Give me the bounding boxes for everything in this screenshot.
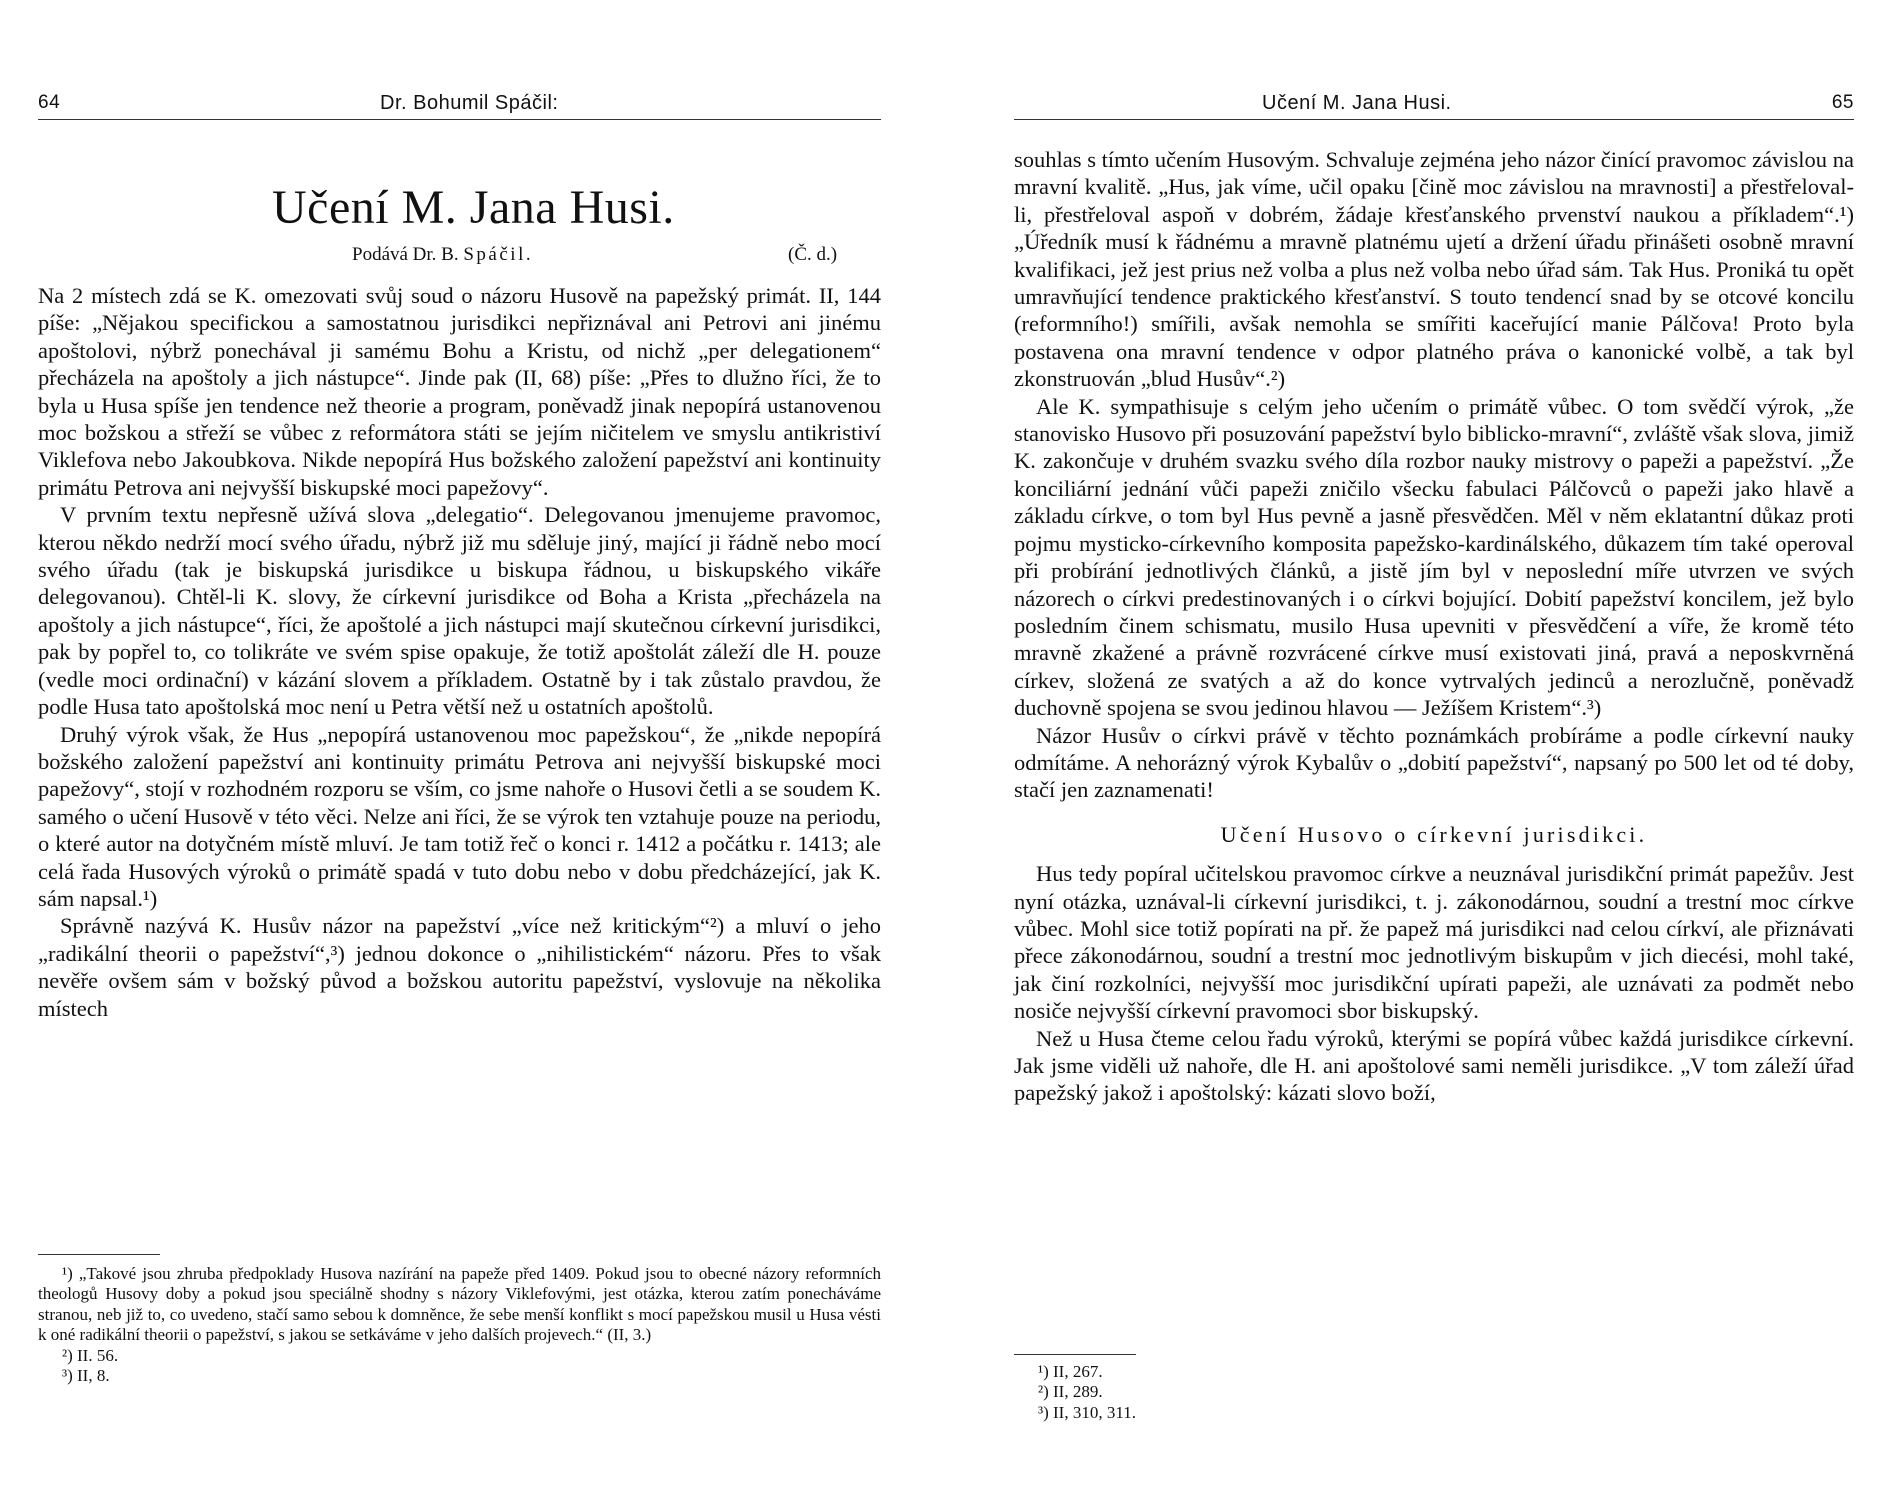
byline-prefix: Podává Dr. B. bbox=[352, 244, 459, 265]
footnote: ²) II, 289. bbox=[1038, 1382, 1103, 1402]
section-heading: Učení Husovo o církevní jurisdikci. bbox=[1220, 821, 1648, 847]
body-text-left bbox=[38, 282, 881, 1022]
footnote: ³) II, 8. bbox=[62, 1366, 110, 1386]
footnotes-left bbox=[38, 1264, 881, 1386]
paragraph: Než u Husa čteme celou řadu výroků, kterými se popírá vůbec každá jurisdikce církevní. Jak jsme viděli už nahoře, dle H. ani apoštolové sami neměli jurisdikce. „V tom záleží úřad papežský jakož i apoštolský: kázati slovo boží, bbox=[1014, 1025, 1854, 1106]
footnote: ¹) II, 267. bbox=[1038, 1362, 1103, 1381]
footnote: ¹) „Takové jsou zhruba předpoklady Husova nazírání na papeže před 1409. Pokud jsou to obecné názory reformních theologů Husovy doby a pokud jsou speciálně shodny s názory Viklefovými, jest otázka, kterou zatím ponecháváme stranou, neb již to, co uvedeno, stačí samo sebou k domněnce, že sebe menší konflikt s mocí papežskou musil u Husa vésti k oné radikální theorii o papežství, s jakou se setkáváme v jeho dalších projevech.“ (II, 3.) bbox=[38, 1264, 881, 1345]
running-head-title: Učení M. Jana Husi. bbox=[1262, 92, 1452, 114]
byline bbox=[352, 244, 533, 266]
continuation-mark: (Č. d.) bbox=[788, 244, 838, 265]
footnote: ²) II. 56. bbox=[62, 1345, 119, 1365]
paragraph: souhlas s tímto učením Husovým. Schvaluje zejména jeho názor činící pravomoc závislou na mravní kvalitě. „Hus, jak víme, učil opaku [čině moc závislou na mravnosti] a přestřeloval-li, přestřeloval aspoň v dobrém, žádaje křesťanského prvenství naukou a příkladem“.¹) „Úředník musí k řádnému a mravně platnému ujetí a držení úřadu přinášeti osobně mravní kvalifikaci, jež jest prius než volba a plus než volba nebo úřad sám. Tak Hus. Proniká tu opět umravňující tendence praktického křesťanství. S touto tendencí snad by se otcové koncilu (reformního!) smířili, avšak nemohla se smířiti kaceřující manie Pálčova! Proto byla postavena ona mravní tendence v odpor platného práva o kanonické volbě, a tak byl zkonstruován „blud Husův“.²) bbox=[1014, 147, 1854, 392]
footnote: ³) II, 310, 311. bbox=[1038, 1402, 1136, 1422]
header-rule bbox=[38, 119, 881, 120]
page-number: 65 bbox=[1831, 92, 1854, 113]
paragraph: Na 2 místech zdá se K. omezovati svůj soud o názoru Husově na papežský primát. II, 144 píše: „Nějakou specifickou a samostatnou jurisdikci nepřiznával ani Petrovi ani jinému apoštolovi, nýbrž ponechával ji samému Bohu a Kristu, od nichž „per delegationem“ přecházela na apoštoly a jich nástupce“. Jinde pak (II, 68) píše: „Přes to dlužno říci, že to byla u Husa spíše jen tendence než theorie a program, poněvadž jinak nepopírá ustanovenou moc božskou a střeží se vůbec z reformátora státi se jejím ničitelem ve smyslu antikristiví Viklefova nebo Jakoubkova. Nikde nepopírá Hus božského založení papežství ani kontinuity primátu Petrova ani nejvyšší biskupské moci papežovy“. bbox=[38, 283, 881, 500]
page-number: 64 bbox=[38, 92, 61, 113]
byline-author: Spáčil. bbox=[463, 244, 534, 265]
footnote-rule bbox=[38, 1254, 160, 1255]
running-head-right bbox=[1014, 92, 1854, 122]
paragraph: Názor Husův o církvi právě v těchto poznámkách probíráme a podle církevní nauky odmítáme. A nehorázný výrok Kybalův o „dobití papežství“, napsaný po 500 let od té doby, stačí jen zaznamenati! bbox=[1014, 722, 1854, 803]
header-rule bbox=[1014, 119, 1854, 120]
body-text-right bbox=[1014, 146, 1854, 1107]
footnotes-right bbox=[1014, 1362, 1854, 1423]
running-head-left bbox=[38, 92, 881, 122]
paragraph: V prvním textu nepřesně užívá slova „delegatio“. Delegovanou jmenujeme pravomoc, kterou někdo nedrží mocí svého úřadu, nýbrž již mu sděluje jiný, mající ji řádně nebo mocí svého úřadu (tak je biskupská jurisdikce u biskupa řádnou, u biskupského vikáře delegovanou). Chtěl-li K. slovy, že církevní jurisdikce od Boha a Krista „přecházela na apoštoly a jich nástupce“, říci, že apoštolé a jich nástupci mají skutečnou církevní jurisdikci, pak by popřel to, co tolikráte ve svém spise opakuje, že totiž apoštolát záleží dle H. pouze (vedle moci ordinační) v kázání slovem a příkladem. Ostatně by i tak zůstalo pravdou, že podle Husa tato apoštolská moc není u Petra větší než u ostatních apoštolů. bbox=[38, 502, 881, 720]
paragraph: Druhý výrok však, že Hus „nepopírá ustanovenou moc papežskou“, že „nikde nepopírá božského založení papežství ani kontinuity primátu Petrova ani nejvyšší biskupské moci papežovy“, stojí v rozhodném rozporu se vším, co jsme nahoře o Husovi četli a se soudem K. samého o učení Husově v této věci. Nelze ani říci, že se výrok ten vztahuje pouze na periodu, o které autor na dotyčném místě mluví. Je tam totiž řeč o konci r. 1412 a počátku r. 1413; ale celá řada Husových výroků o primátě spadá v tuto dobu nebo v dobu předcházející, jak K. sám napsal.¹) bbox=[38, 721, 881, 911]
article-title: Učení M. Jana Husi. bbox=[272, 181, 675, 234]
paragraph: Hus tedy popíral učitelskou pravomoc církve a neuznával jurisdikční primát papežův. Jest nyní otázka, uznával-li církevní jurisdikci, t. j. zákonodárnou, soudní a trestní moc církve vůbec. Mohl sice totiž popírati na př. že papež má jurisdikci nad celou církví, ale přiznávati přece zákonodárnou, soudní a trestní moc jednotlivým biskupům v jich diecési, mohl také, jak činí rozkolníci, nejvyšší moc jurisdikční upírati papeži, ale uznávati za podmět nebo nosiče nejvyšší církevní pravomoci sbor biskupský. bbox=[1014, 861, 1854, 1024]
right-page bbox=[941, 0, 1882, 1500]
paragraph: Ale K. sympathisuje s celým jeho učením o primátě vůbec. O tom svědčí výrok, „že stanovisko Husovo při posuzování papežství bylo biblicko-mravní“, zvláště však slova, jimiž K. zakončuje v druhém svazku svého díla rozbor nauky mistrovy o papeži a papežství. „Že konciliární jednání vůči papeži zničilo všecku fabulaci Pálčovců o papeži jako hlavě a základu církve, o tom byl Hus pevně a jasně přesvědčen. Měl v něm eklatantní důkaz proti pojmu mysticko-církevního komposita papežsko-kardinálského, důkazem tím také operoval při probírání jednotlivých článků, a jistě jím byl v neposlední míře utvrzen ve svých názorech o církvi predestinovaných i o církvi bojující. Dobití papežství koncilem, jež bylo posledním činem schismatu, musilo Husa upevniti v přesvědčení a víře, že kromě této mravně zkažené a právně rozvrácené církve musí existovati jiná, pravá a neposkvrněná církev, složená ze svatých a až do konce vytrvalých jedinců a nerozlučně, poněvadž duchovně spojena se svou jedinou hlavou — Ježíšem Kristem“.³) bbox=[1014, 393, 1854, 721]
running-head-author: Dr. Bohumil Spáčil: bbox=[380, 92, 559, 114]
footnote-rule bbox=[1014, 1354, 1136, 1355]
paragraph: Správně nazývá K. Husův názor na papežství „více než kritickým“²) a mluví o jeho „radikální theorii o papežství“,³) jednou dokonce o „nihilistickém“ názoru. Přes to však nevěře ovšem sám v božský původ a božskou autoritu papežství, vyslovuje na několika místech bbox=[38, 913, 881, 1021]
